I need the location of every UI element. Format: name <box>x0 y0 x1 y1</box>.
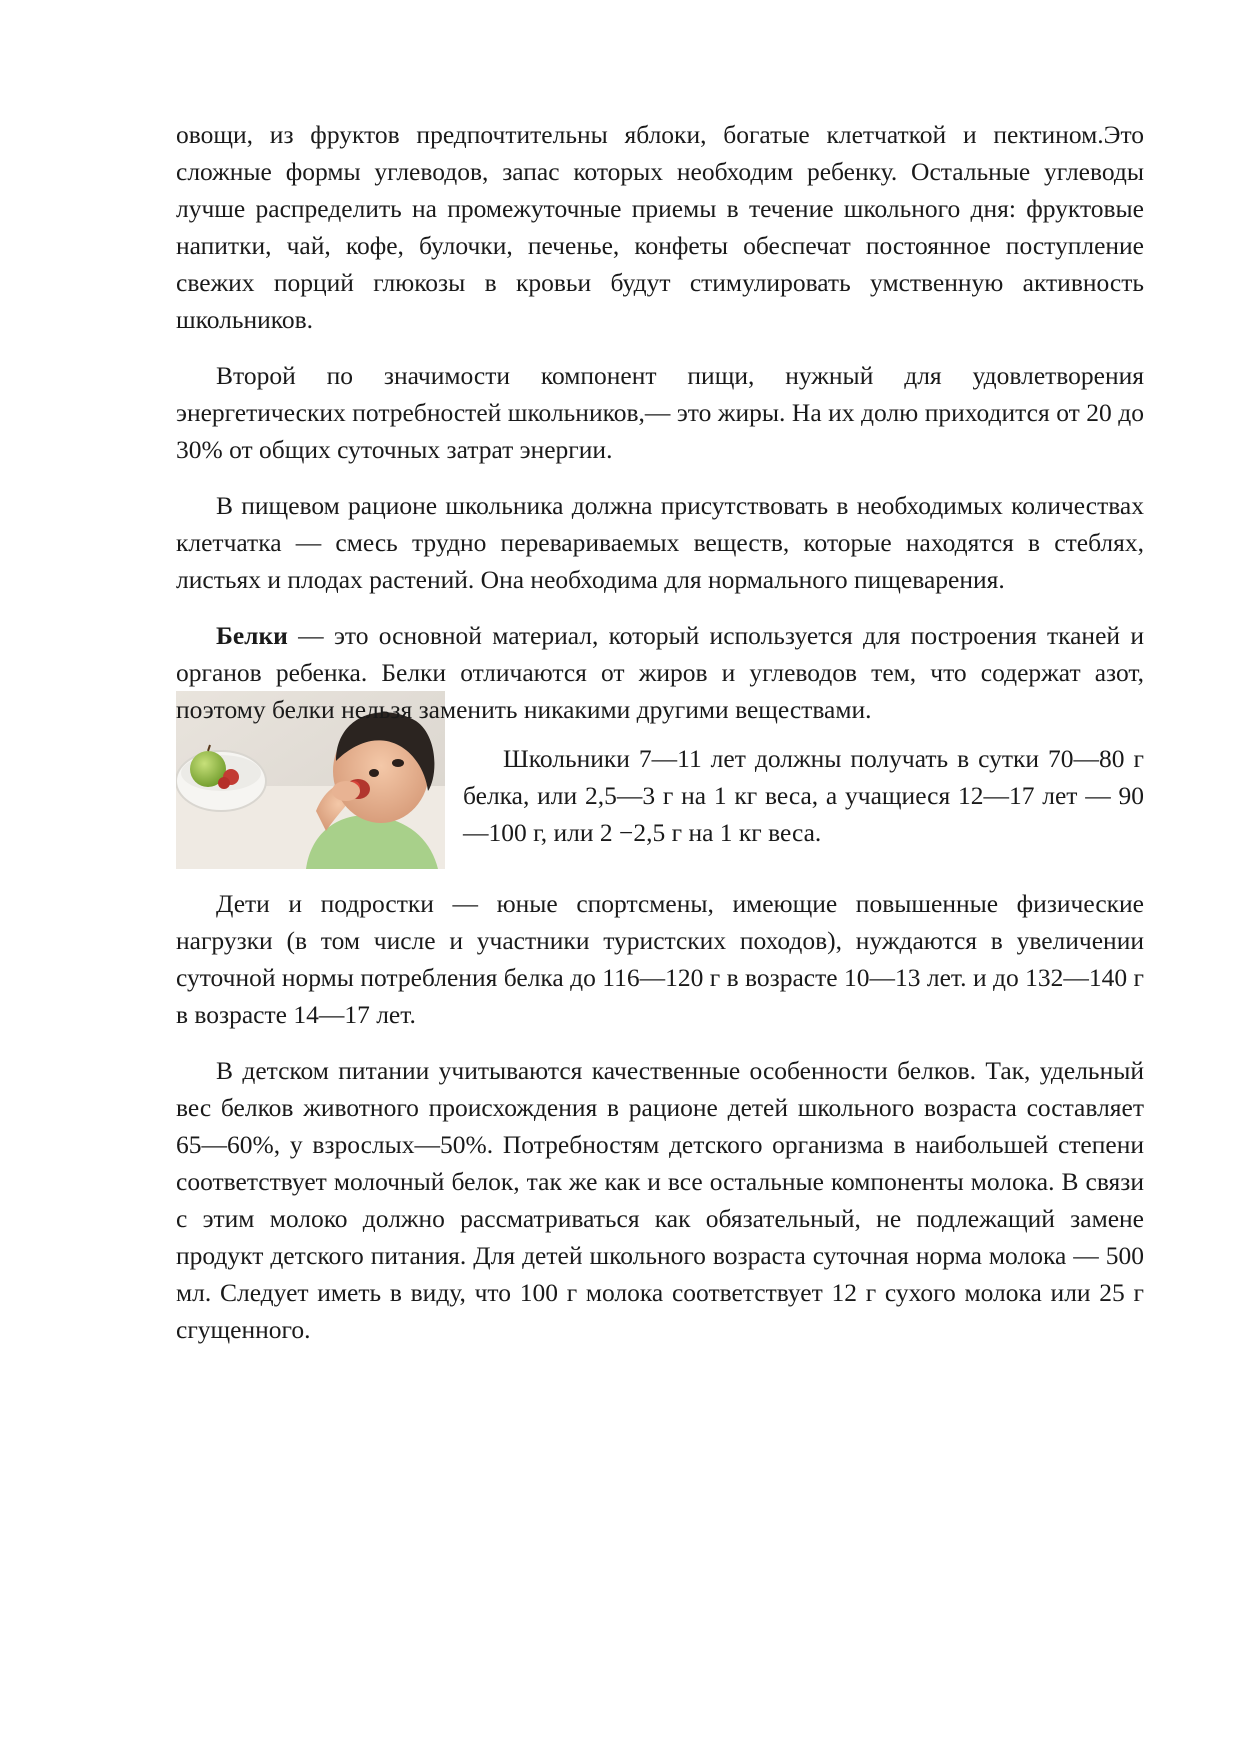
proteins-definition: — это основной материал, который используется для построения тканей и органов ребенка. Белки отличаются от жиров и углеводов тем, что содержат азот, поэтому белки нельзя заменить никакими другими веществами. <box>176 621 1144 724</box>
paragraph-protein-norms: Школьники 7—11 лет должны получать в сутки 70—80 г белка, или 2,5—3 г на 1 кг веса, а учащиеся 12—17 лет — 90—100 г, или 2 −2,5 г на 1 кг веса. <box>463 744 1144 847</box>
paragraph-milk: В детском питании учитываются качественные особенности белков. Так, удельный вес белков животного происхождения в рационе детей школьного возраста составляет 65—60%, у взрослых—50%. Потребностям детского организма в наибольшей степени соответствует молочный белок, так же как и все остальные компоненты молока. В связи с этим молоко должно рассматриваться как обязательный, не подлежащий замене продукт детского питания. Для детей школьного возраста суточная норма молока — 500 мл. Следует иметь в виду, что 100 г молока соответствует 12 г сухого молока или 25 г сгущенного. <box>176 1056 1144 1344</box>
paragraph-fats: Второй по значимости компонент пищи, нужный для удовлетворения энергетических потребностей школьников,— это жиры. На их долю приходится от 20 до 30% от общих суточных затрат энергии. <box>176 361 1144 464</box>
paragraph-fiber: В пищевом рационе школьника должна присутствовать в необходимых количествах клетчатка — смесь трудно перевариваемых веществ, которые находятся в стеблях, листьях и плодах растений. Она необходима для нормального пищеварения. <box>176 491 1144 594</box>
document-page <box>176 116 1144 1348</box>
proteins-term: Белки <box>216 621 288 650</box>
paragraph-athletes: Дети и подростки — юные спортсмены, имеющие повышенные физические нагрузки (в том числе и участники туристских походов), нуждаются в увеличении суточной нормы потребления белка до 116—120 г в возрасте 10—13 лет. и до 132—140 г в возрасте 14—17 лет. <box>176 889 1144 1029</box>
paragraph-proteins <box>176 617 1144 728</box>
paragraph-carbohydrates: овощи, из фруктов предпочтительны яблоки, богатые клетчаткой и пектином.Это сложные формы углеводов, запас которых необходим ребенку. Остальные углеводы лучше распределить на промежуточные приемы в течение школьного дня: фруктовые напитки, чай, кофе, булочки, печенье, конфеты обеспечат постоянное поступление свежих порций глюкозы в кровьи будут стимулировать умственную активность школьников. <box>176 120 1144 334</box>
